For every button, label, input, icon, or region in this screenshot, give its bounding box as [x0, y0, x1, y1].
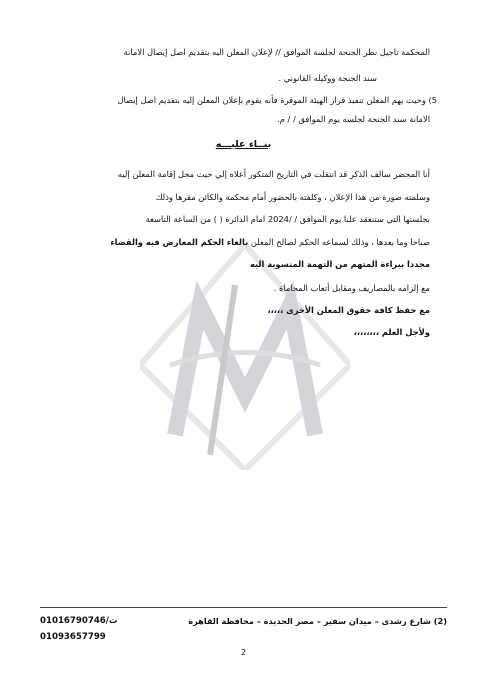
text-line-4: الامانة سند الجنحة لجلسه يوم الموافق / / م.	[277, 114, 430, 124]
page-number: 2	[240, 648, 247, 657]
footer-phone-2: 01093657799	[40, 632, 106, 642]
paragraph-line-7: مع حفظ كافة حقوق المعلن الأخرى ،،،،،	[267, 305, 430, 315]
paragraph-line-8: ولأجل العلم ،،،،،،،،	[353, 327, 430, 337]
paragraph-line-1: أنا المحضر سالف الذكر قد انتقلت في التاريخ المتكور أعلاه إلي حيث محل إقامة المعلن إليه	[117, 169, 430, 179]
paragraph-line-5: مجددا ببراءة المتهم من التهمة المنسوبة اليه	[250, 259, 430, 269]
text-line-3: 5) وحيث يهم المعلن تنفيذ قرار الهيئة الموقرة فأنه يقوم بإعلان المعلن إليه بتقديم اصل إيصال	[117, 95, 437, 105]
footer-phone-1: ت/01016790746	[40, 616, 118, 626]
paragraph-line-2: وسلمته صورة من هذا الإعلان ، وكلفته بالحضور أمام محكمة والكائن مقرها وذلك	[155, 192, 430, 202]
footer-address: (2) شارع رشدى – ميدان سفير – مصر الجديدة – محافظة القاهرة	[188, 616, 447, 626]
text-line-2: سند الجنحة ووكيله القانوني .	[278, 73, 377, 83]
paragraph-line-6: مع إلزامه بالمصاريف ومقابل أتعاب المحاماة .	[273, 283, 430, 293]
section-heading: بنــاء عليـــه	[215, 139, 272, 150]
paragraph-line-4: صباحا وما بعدها ، وذلك لسماعه الحكم لصالح المعلن بالغاء الحكم المعارض فيه والقضاء	[110, 237, 430, 247]
logo-watermark	[140, 245, 350, 470]
text-line-1: المحكمة تاجيل نظر الجنحة لجلسة الموافق // لإعلان المعلن اليه بتقديم اصل إيصال الامانة	[123, 47, 430, 57]
footer-divider	[40, 607, 447, 608]
paragraph-line-3: بجلستها التي ستنعقد علنا يوم الموافق / /2024 امام الدائرة ( ) من الساعة التاسعة	[145, 214, 430, 224]
